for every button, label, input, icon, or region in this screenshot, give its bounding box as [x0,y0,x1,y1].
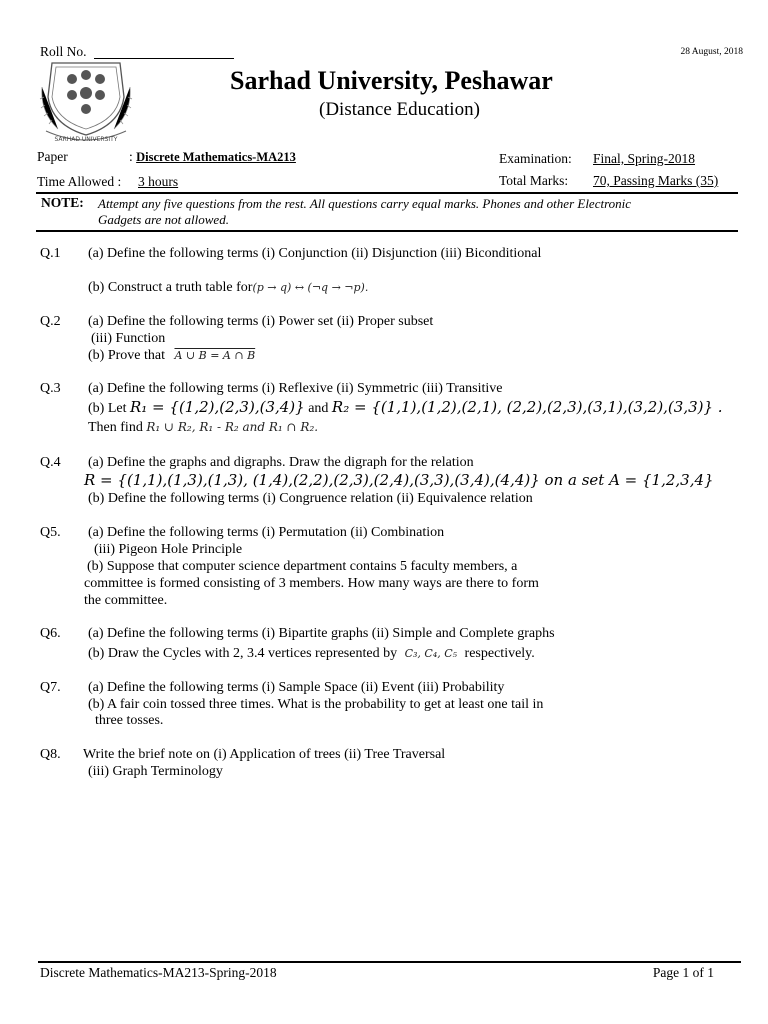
q7-part-b-1: (b) A fair coin tossed three times. What is the probability to get at least one tail in [88,697,544,712]
paper-label: Paper [37,149,68,164]
q4-part-b: (b) Define the following terms (i) Congruence relation (ii) Equivalence relation [88,491,533,506]
q3-part-b [88,398,723,417]
q6-cycles: C₃, C₄, C₅ [404,647,458,660]
q8-part-a: Write the brief note on (i) Application of trees (ii) Tree Traversal [83,747,446,762]
q8-part-a-2: (iii) Graph Terminology [88,764,223,779]
note-line-1: Attempt any five questions from the rest. All questions carry equal marks. Phones and other Electronic [98,196,632,211]
exam-date: 28 August, 2018 [680,47,743,57]
q4-part-a: (a) Define the graphs and digraphs. Draw the digraph for the relation [88,455,474,470]
q1-number: Q.1 [40,246,61,261]
q3-then [88,420,318,436]
q6-number: Q6. [40,626,61,641]
q2-part-a-2: (iii) Function [91,331,166,346]
q4-relation: R = {(1,1),(1,3),(1,3), (1,4),(2,2),(2,3),(2,4),(3,3),(3,4),(4,4)} on a set A = {1,2,3,4} [84,471,714,489]
q1-part-a: (a) Define the following terms (i) Conjunction (ii) Disjunction (iii) Biconditional [88,246,542,261]
paper-value-wrap: : Discrete Mathematics-MA213 [129,149,296,164]
svg-text:SARHAD UNIVERSITY: SARHAD UNIVERSITY [54,136,118,143]
q1-formula: (p → q) ↔ (¬q → ¬p). [252,281,369,294]
footer-rule [38,961,741,963]
roll-no-label: Roll No. [40,44,87,59]
q7-part-a: (a) Define the following terms (i) Sample Space (ii) Event (iii) Probability [88,680,505,695]
footer-course: Discrete Mathematics-MA213-Spring-2018 [40,965,277,980]
q3-relation-r2: R₂ = {(1,1),(1,2),(2,1), (2,2),(2,3),(3,1),(3,2),(3,3)} . [331,398,723,416]
time-allowed-label: Time Allowed : [37,174,122,189]
university-seal [38,57,134,145]
q2-part-b [88,348,255,364]
department-name: (Distance Education) [319,99,480,120]
exam-value: Final, Spring-2018 [593,151,696,166]
q3-part-b-text: (b) Let [88,401,127,416]
q2-part-b-text: (b) Prove that [88,348,165,363]
q3-relation-r1: R₁ = {(1,2),(2,3),(3,4)} [129,398,305,416]
footer-page-number: Page 1 of 1 [652,965,714,980]
q5-part-a: (a) Define the following terms (i) Permutation (ii) Combination [88,525,445,540]
university-name: Sarhad University, Peshawar [230,66,553,95]
note-rule [36,230,738,232]
q5-part-b-1: (b) Suppose that computer science department contains 5 faculty members, a [87,559,518,574]
q1-part-b [88,280,368,296]
q5-number: Q5. [40,525,61,540]
total-marks-label: Total Marks: [499,173,569,188]
q3-then-text: Then find [88,420,143,435]
q5-part-b-2: committee is formed consisting of 3 members. How many ways are there to form [84,576,539,591]
q6-part-b [88,646,535,662]
q7-part-b-2: three tosses. [95,713,164,728]
time-allowed-value: 3 hours [138,174,179,189]
q3-then-formula: R₁ ∪ R₂, R₁ - R₂ and R₁ ∩ R₂. [146,420,319,434]
q6-part-b-text: (b) Draw the Cycles with 2, 3.4 vertices represented by [88,646,398,661]
q3-and: and [308,401,329,416]
q7-number: Q7. [40,680,61,695]
q5-part-a-2: (iii) Pigeon Hole Principle [94,542,243,557]
q2-number: Q.2 [40,314,61,329]
q8-number: Q8. [40,747,61,762]
q6-part-b-end: respectively. [464,646,535,661]
q2-formula: A ∪ B = A ∩ B [174,349,256,362]
q6-part-a: (a) Define the following terms (i) Bipartite graphs (ii) Simple and Complete graphs [88,626,555,641]
note-line-2: Gadgets are not allowed. [98,212,229,227]
total-marks-value: 70, Passing Marks (35) [593,173,719,188]
note-label: NOTE: [41,195,84,210]
paper-value: Discrete Mathematics-MA213 [136,150,296,164]
q3-number: Q.3 [40,381,61,396]
q3-part-a: (a) Define the following terms (i) Reflexive (ii) Symmetric (iii) Transitive [88,381,503,396]
q2-part-a: (a) Define the following terms (i) Power set (ii) Proper subset [88,314,434,329]
q5-part-b-3: the committee. [84,593,168,608]
q4-number: Q.4 [40,455,61,470]
q1-part-b-text: (b) Construct a truth table for [88,280,253,295]
exam-label: Examination: [499,151,572,166]
header-rule [36,192,738,194]
